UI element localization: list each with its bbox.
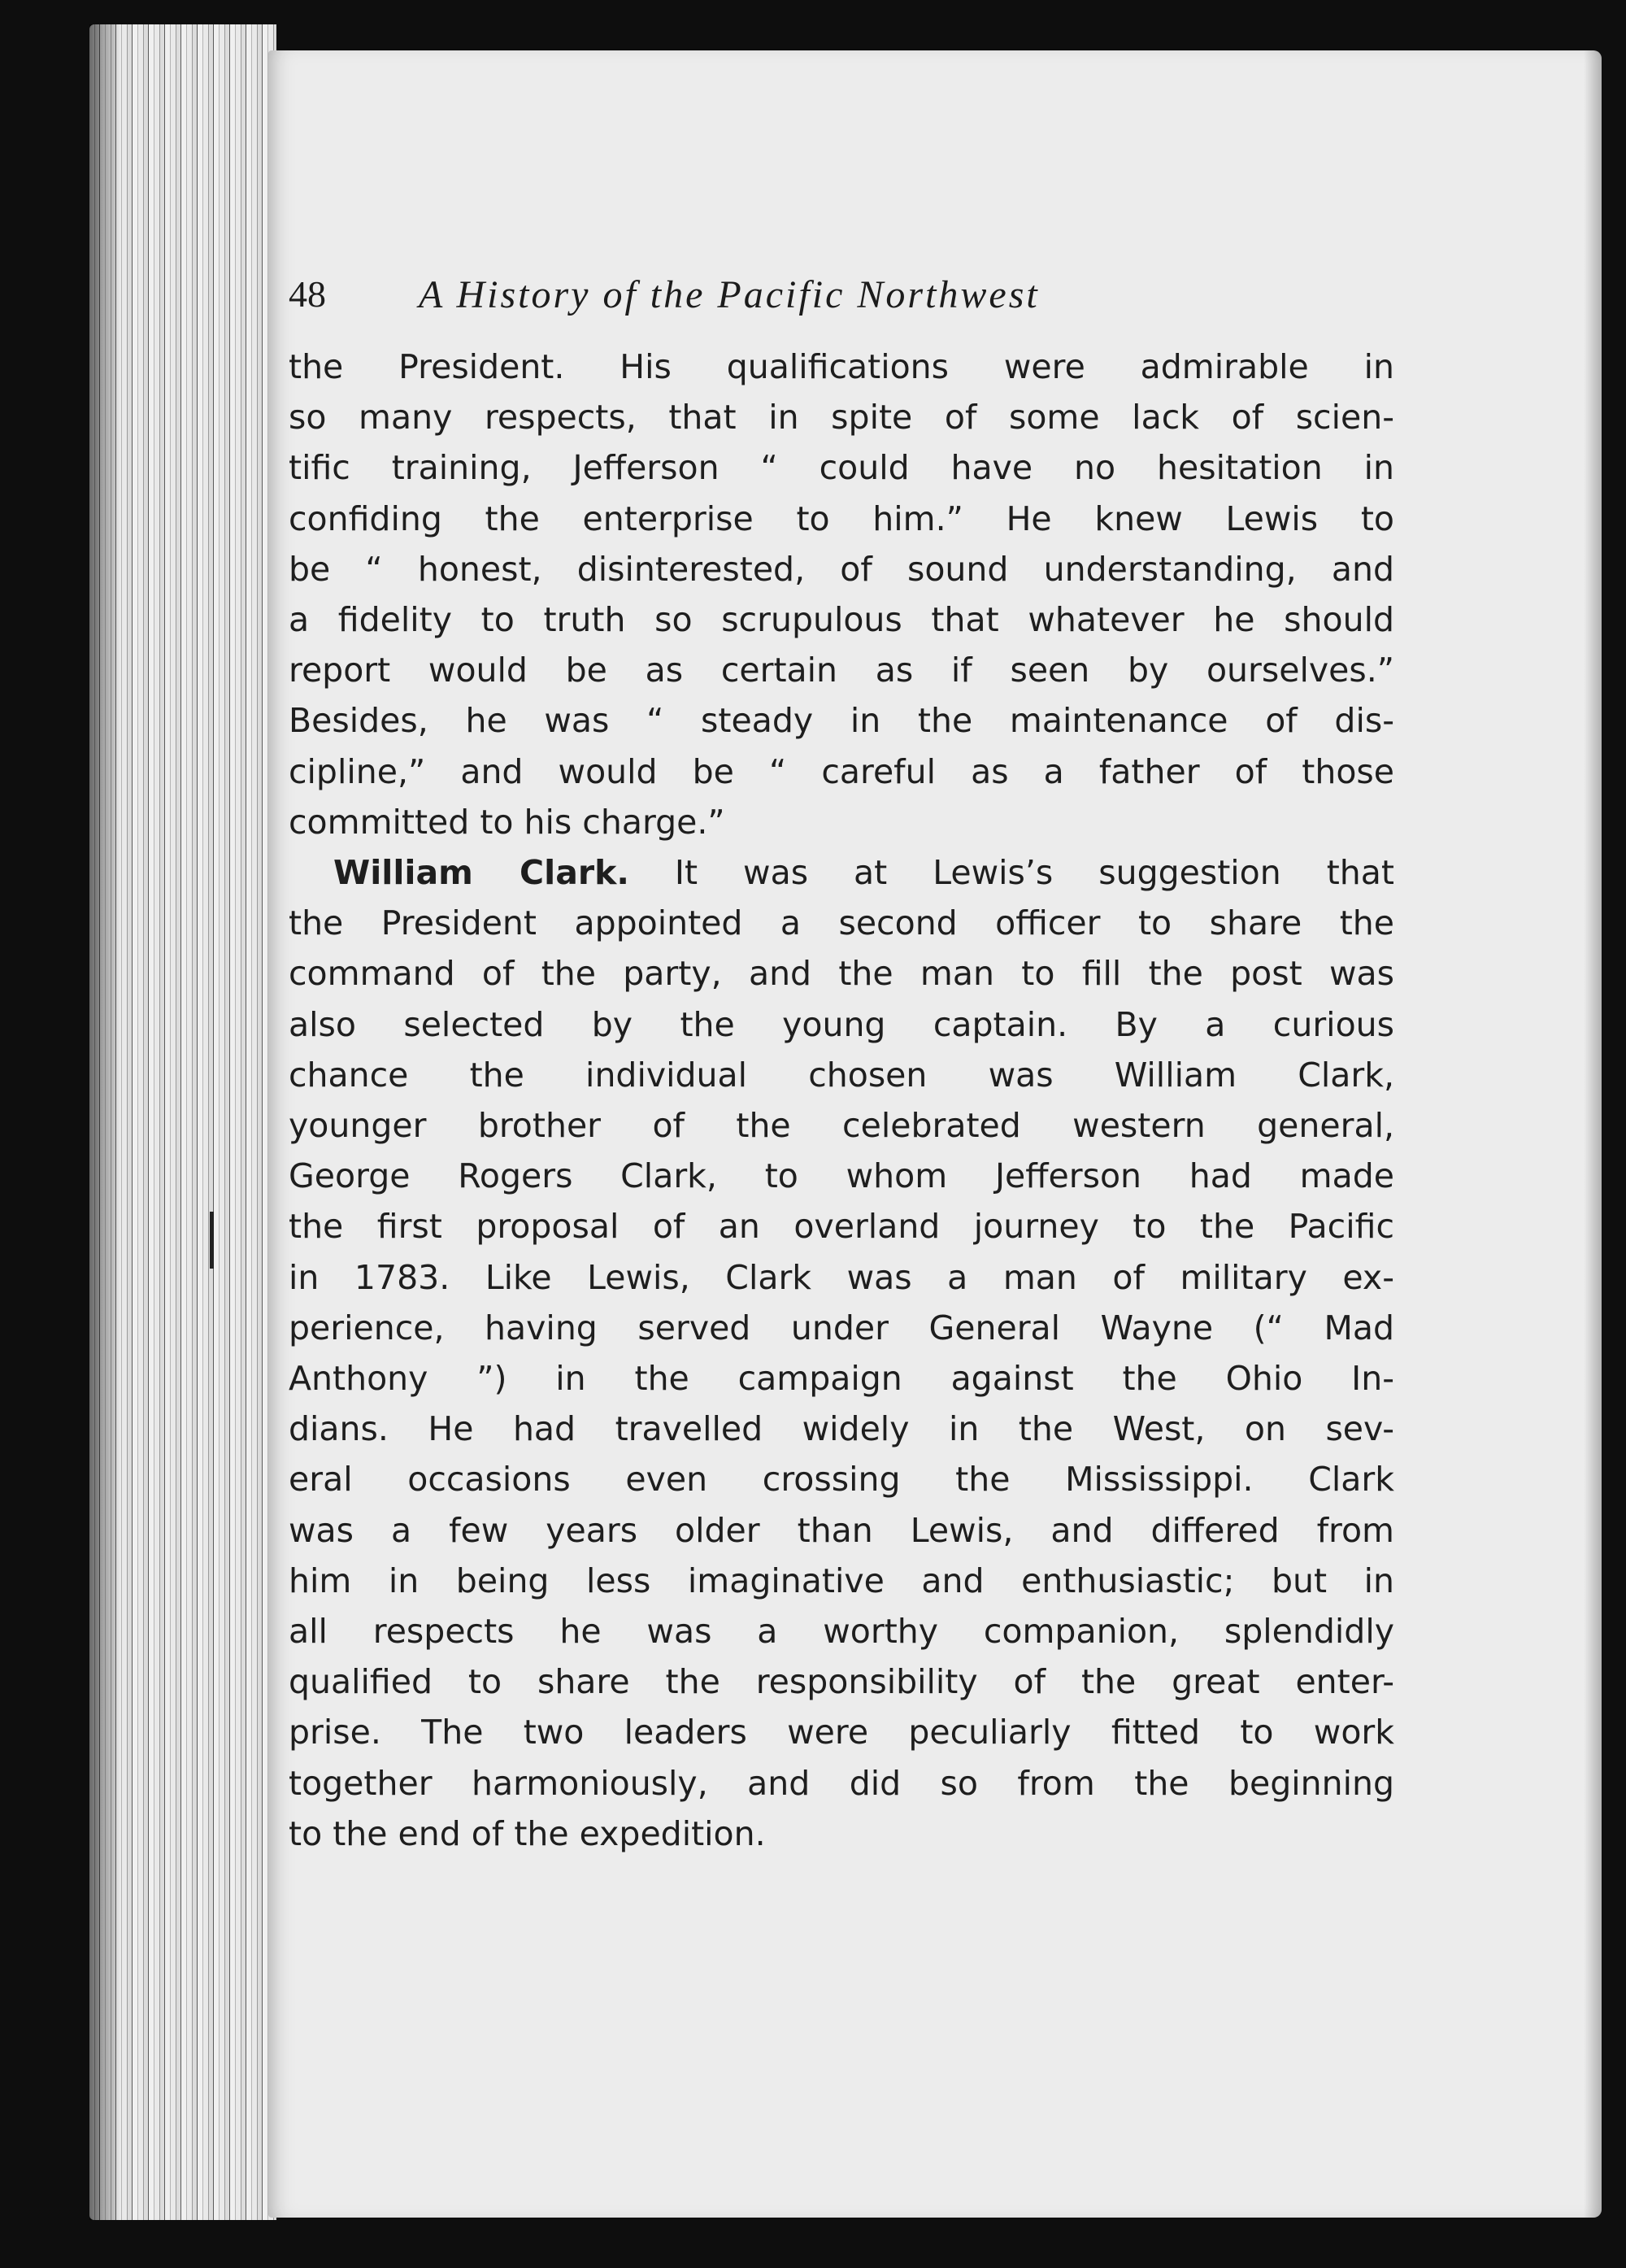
- text-line: so many respects, that in spite of some lack of scien-: [289, 398, 1394, 437]
- text-line: Anthony ”) in the campaign against the Ohio In-: [289, 1359, 1394, 1399]
- text-line: [289, 847, 1394, 898]
- text-line: the President appointed a second officer to share the: [289, 903, 1394, 943]
- text-line: confiding the enterprise to him.” He knew Lewis to: [289, 498, 1394, 538]
- first-line-text: It was at Lewis’s suggestion that: [674, 853, 1394, 893]
- text-line: together harmoniously, and did so from the beginning: [289, 1763, 1394, 1803]
- text-line: committed to his charge.”: [289, 802, 725, 842]
- text-line: also selected by the young captain. By a curious: [289, 1004, 1394, 1044]
- text-line: be “ honest, disinterested, of sound understanding, and: [289, 549, 1394, 589]
- paragraph-2: [289, 847, 1394, 1859]
- text-line: eral occasions even crossing the Mississippi. Clark: [289, 1460, 1394, 1500]
- text-line: to the end of the expedition.: [289, 1813, 766, 1853]
- text-line: him in being less imaginative and enthusiastic; but in: [289, 1561, 1394, 1600]
- sidehead: William Clark.: [333, 853, 629, 893]
- running-head: [289, 272, 1394, 329]
- text-line: prise. The two leaders were peculiarly fitted to work: [289, 1713, 1394, 1752]
- running-title: A History of the Pacific Northwest: [419, 273, 1040, 316]
- text-line: a fidelity to truth so scrupulous that whatever he should: [289, 600, 1394, 640]
- page-number: 48: [289, 273, 326, 315]
- text-line: Besides, he was “ steady in the maintenance of dis-: [289, 701, 1394, 741]
- text-line: report would be as certain as if seen by ourselves.”: [289, 651, 1394, 690]
- text-line: the President. His qualifications were admirable in: [289, 347, 1394, 386]
- page-edges: [89, 24, 276, 2220]
- text-line: all respects he was a worthy companion, splendidly: [289, 1612, 1394, 1652]
- body-text: [289, 342, 1394, 1859]
- text-line: was a few years older than Lewis, and differed from: [289, 1510, 1394, 1550]
- text-line: chance the individual chosen was William Clark,: [289, 1055, 1394, 1095]
- text-line: qualified to share the responsibility of the great enter-: [289, 1662, 1394, 1702]
- text-line: cipline,” and would be “ careful as a father of those: [289, 751, 1394, 791]
- text-line: in 1783. Like Lewis, Clark was a man of military ex-: [289, 1257, 1394, 1297]
- text-line: George Rogers Clark, to whom Jefferson had made: [289, 1156, 1394, 1196]
- text-line: younger brother of the celebrated western general,: [289, 1106, 1394, 1146]
- text-line: command of the party, and the man to fill the post was: [289, 954, 1394, 994]
- text-line: perience, having served under General Wayne (“ Mad: [289, 1308, 1394, 1347]
- paragraph-1: [289, 342, 1394, 847]
- margin-mark: [210, 1212, 214, 1269]
- text-line: dians. He had travelled widely in the West, on sev-: [289, 1409, 1394, 1449]
- text-line: the first proposal of an overland journey to the Pacific: [289, 1207, 1394, 1247]
- text-line: tific training, Jefferson “ could have no hesitation in: [289, 448, 1394, 488]
